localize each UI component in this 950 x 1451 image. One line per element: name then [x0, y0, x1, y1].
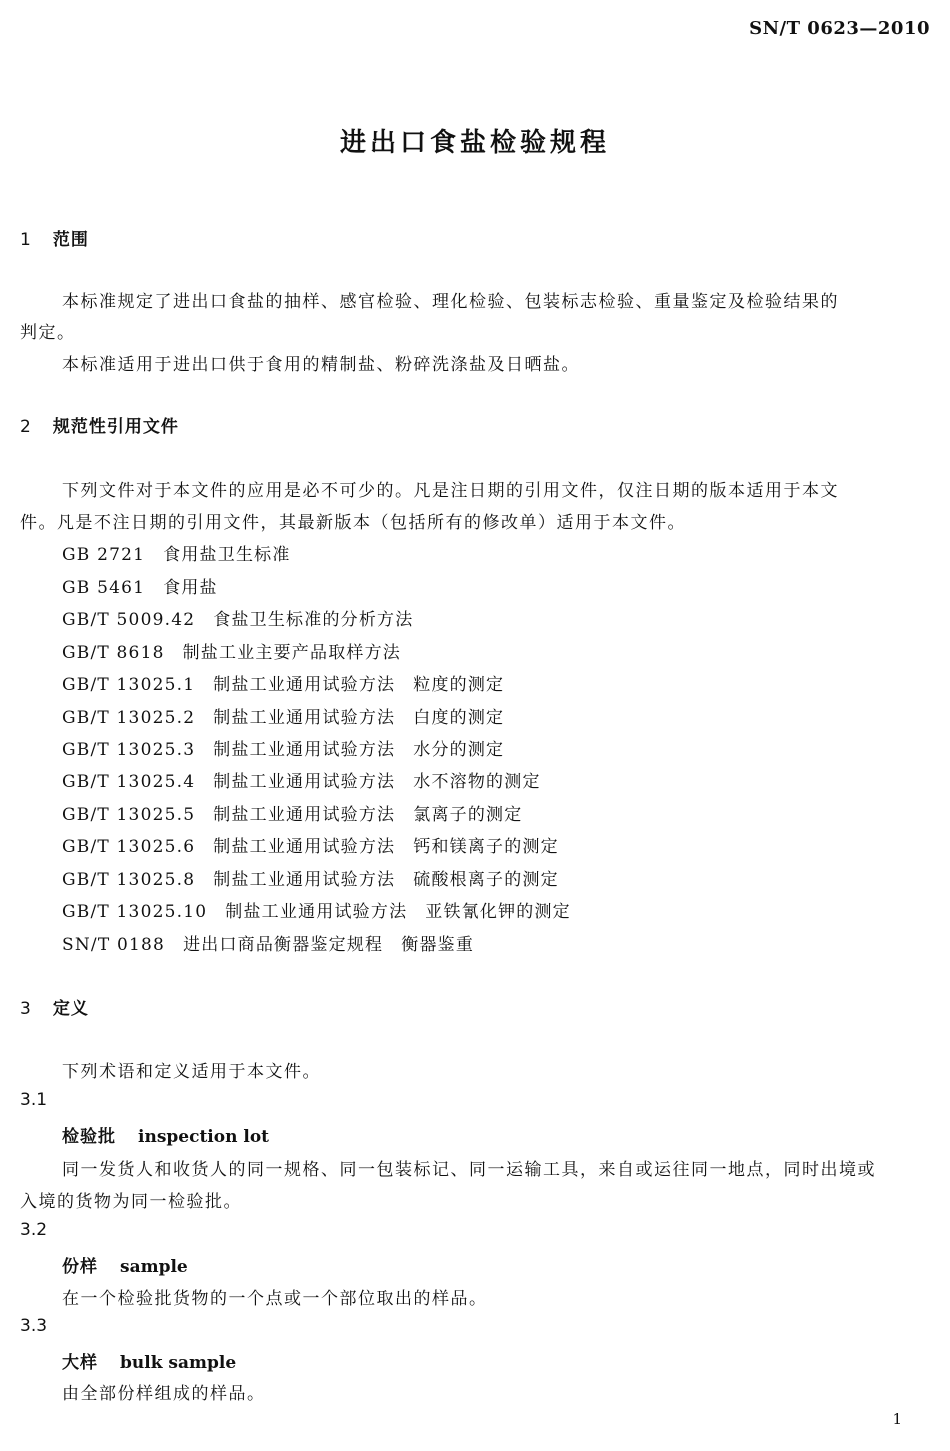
reference-title: 制盐工业通用试验方法 [213, 708, 396, 728]
section-2-heading [20, 412, 179, 437]
reference-title: 食用盐卫生标准 [163, 545, 291, 565]
paragraph: 下列文件对于本文件的应用是必不可少的。凡是注日期的引用文件，仅注日期的版本适用于本文 [62, 481, 839, 501]
reference-item [62, 800, 522, 825]
reference-code: GB/T 13025.10 [62, 902, 208, 922]
reference-item [62, 865, 559, 890]
reference-code: GB/T 8618 [62, 643, 165, 663]
reference-code: GB/T 13025.3 [62, 740, 196, 760]
reference-title: 制盐工业通用试验方法 [225, 902, 408, 922]
reference-part: 钙和镁离子的测定 [413, 837, 559, 857]
reference-title: 制盐工业通用试验方法 [213, 772, 396, 792]
term-number: 3.2 [20, 1220, 48, 1240]
reference-title: 食盐卫生标准的分析方法 [213, 610, 414, 630]
term-en: bulk sample [120, 1353, 237, 1373]
reference-part: 亚铁氰化钾的测定 [425, 902, 571, 922]
section-title: 定义 [52, 999, 89, 1019]
reference-item [62, 638, 419, 663]
reference-code: GB 5461 [62, 578, 146, 598]
reference-title: 制盐工业通用试验方法 [213, 805, 396, 825]
page-number: 1 [892, 1410, 902, 1428]
document-title: 进出口食盐检验规程 [339, 128, 610, 158]
reference-code: GB/T 13025.5 [62, 805, 196, 825]
term-number: 3.1 [20, 1090, 48, 1110]
section-1-heading [20, 225, 89, 250]
section-title: 范围 [52, 230, 89, 250]
reference-code: GB/T 13025.1 [62, 675, 196, 695]
reference-code: GB/T 13025.4 [62, 772, 196, 792]
reference-item [62, 930, 474, 955]
reference-item [62, 832, 559, 857]
reference-part: 粒度的测定 [413, 675, 505, 695]
paragraph-continuation: 判定。 [20, 323, 76, 343]
term-heading [62, 1348, 236, 1373]
term-en: inspection lot [138, 1127, 270, 1147]
paragraph: 下列术语和定义适用于本文件。 [62, 1062, 321, 1082]
reference-part: 硫酸根离子的测定 [413, 870, 559, 890]
section-number: 1 [20, 230, 31, 250]
term-number: 3.3 [20, 1316, 48, 1336]
term-zh: 检验批 [62, 1127, 116, 1147]
reference-code: GB/T 13025.8 [62, 870, 196, 890]
reference-part: 氯离子的测定 [413, 805, 523, 825]
reference-item [62, 540, 309, 565]
reference-title: 制盐工业通用试验方法 [213, 675, 396, 695]
reference-title: 制盐工业通用试验方法 [213, 837, 396, 857]
reference-item [62, 605, 431, 630]
paragraph-continuation: 件。凡是不注日期的引用文件，其最新版本（包括所有的修改单）适用于本文件。 [20, 513, 686, 533]
reference-title: 进出口商品衡器鉴定规程 [183, 935, 384, 955]
reference-code: GB/T 5009.42 [62, 610, 196, 630]
reference-item [62, 897, 571, 922]
reference-part: 衡器鉴重 [401, 935, 475, 955]
term-definition: 在一个检验批货物的一个点或一个部位取出的样品。 [62, 1289, 488, 1309]
reference-part: 水分的测定 [413, 740, 505, 760]
paragraph: 本标准规定了进出口食盐的抽样、感官检验、理化检验、包装标志检验、重量鉴定及检验结果的 [62, 292, 839, 312]
section-3-heading [20, 994, 89, 1019]
reference-title: 食用盐 [163, 578, 218, 598]
reference-code: SN/T 0188 [62, 935, 166, 955]
reference-item [62, 703, 504, 728]
reference-title: 制盐工业主要产品取样方法 [182, 643, 402, 663]
reference-title: 制盐工业通用试验方法 [213, 740, 396, 760]
reference-code: GB/T 13025.2 [62, 708, 196, 728]
reference-item [62, 573, 236, 598]
reference-code: GB/T 13025.6 [62, 837, 196, 857]
reference-item [62, 735, 504, 760]
standard-code: SN/T 0623—2010 [749, 18, 930, 39]
reference-title: 制盐工业通用试验方法 [213, 870, 396, 890]
reference-code: GB 2721 [62, 545, 146, 565]
term-definition: 同一发货人和收货人的同一规格、同一包装标记、同一运输工具，来自或运往同一地点，同时出境或 [62, 1160, 876, 1180]
term-en: sample [120, 1257, 188, 1277]
term-zh: 大样 [62, 1353, 98, 1373]
reference-item [62, 670, 504, 695]
term-heading [62, 1252, 188, 1277]
term-zh: 份样 [62, 1257, 98, 1277]
term-heading [62, 1122, 269, 1147]
reference-part: 白度的测定 [413, 708, 505, 728]
reference-part: 水不溶物的测定 [413, 772, 541, 792]
section-number: 2 [20, 417, 31, 437]
term-definition-continuation: 入境的货物为同一检验批。 [20, 1192, 242, 1212]
section-number: 3 [20, 999, 31, 1019]
reference-item [62, 767, 541, 792]
term-definition: 由全部份样组成的样品。 [62, 1384, 266, 1404]
section-title: 规范性引用文件 [52, 417, 179, 437]
paragraph: 本标准适用于进出口供于食用的精制盐、粉碎洗涤盐及日晒盐。 [62, 355, 580, 375]
